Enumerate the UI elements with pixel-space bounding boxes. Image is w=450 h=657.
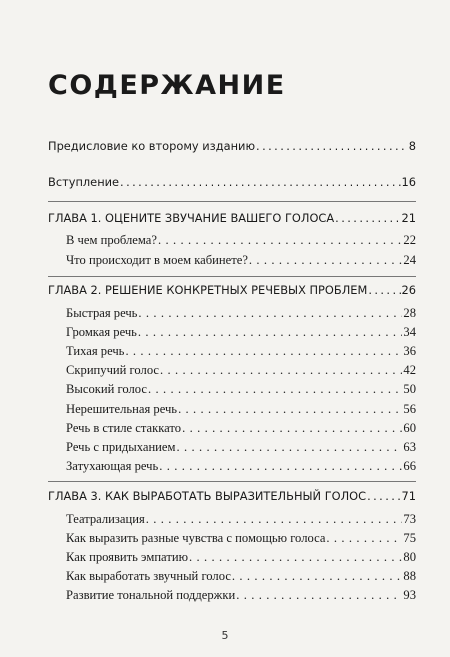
toc-page-number: 24 — [403, 253, 416, 267]
dot-leader — [178, 403, 402, 416]
toc-entry-label: Быстрая речь — [66, 306, 138, 320]
toc-page-number: 93 — [403, 588, 416, 602]
section-divider — [48, 276, 416, 277]
dot-leader — [182, 422, 402, 435]
toc-entry — [66, 589, 416, 602]
toc-entry-label: Что происходит в моем кабинете? — [66, 253, 248, 267]
toc-page-number: 28 — [403, 306, 416, 320]
toc-page-number: 66 — [403, 459, 416, 473]
dot-leader — [189, 551, 402, 564]
toc-entry-label: Вступление — [48, 175, 120, 189]
dot-leader — [138, 307, 402, 320]
toc-entry — [66, 254, 416, 267]
toc-entry-label: Как выработать звучный голос — [66, 569, 231, 583]
toc-page-number: 88 — [403, 569, 416, 583]
toc-entry-label: Затухающая речь — [66, 459, 159, 473]
toc-page-number: 75 — [403, 531, 416, 545]
page-number: 5 — [221, 629, 229, 642]
toc-entry-label: Речь в стиле стаккато — [66, 421, 182, 435]
toc-page-number: 50 — [403, 382, 416, 396]
toc-entry — [66, 570, 416, 583]
dot-leader — [256, 141, 408, 152]
toc-page-number: 22 — [403, 233, 416, 247]
dot-leader — [335, 213, 400, 224]
toc-entry-label: Театрализация — [66, 512, 145, 526]
toc-page-number: 26 — [401, 283, 416, 297]
toc-entry — [66, 532, 416, 545]
dot-leader — [146, 513, 403, 526]
toc-page-number: 16 — [401, 175, 416, 189]
dot-leader — [148, 383, 402, 396]
toc-entry-label: Высокий голос — [66, 382, 147, 396]
dot-leader — [160, 364, 402, 377]
toc-entry — [66, 441, 416, 454]
toc-page-number: 42 — [403, 363, 416, 377]
dot-leader — [367, 491, 400, 502]
dot-leader — [120, 177, 400, 188]
toc-entry-label: Предисловие ко второму изданию — [48, 139, 256, 153]
toc-entry-label: Скрипучий голос — [66, 363, 160, 377]
toc-page-number: 56 — [403, 402, 416, 416]
toc-entry — [66, 460, 416, 473]
toc-page-number: 60 — [403, 421, 416, 435]
section-divider — [48, 201, 416, 202]
toc-page-number: 63 — [403, 440, 416, 454]
toc-entry-label: В чем проблема? — [66, 233, 157, 247]
toc-entry-label: ГЛАВА 1. ОЦЕНИТЕ ЗВУЧАНИЕ ВАШЕГО ГОЛОСА — [48, 211, 335, 225]
toc-entry — [66, 364, 416, 377]
toc-entry — [66, 403, 416, 416]
toc-entry-label: Развитие тональной поддержки — [66, 588, 236, 602]
toc-entry — [66, 513, 416, 526]
toc-page-number: 80 — [403, 550, 416, 564]
toc-entry-label: Нерешительная речь — [66, 402, 178, 416]
toc-entry — [66, 234, 416, 247]
toc-entry — [66, 326, 416, 339]
toc-entry-introduction — [48, 177, 416, 188]
toc-entry — [66, 551, 416, 564]
dot-leader — [176, 441, 402, 454]
toc-entry-preface — [48, 141, 416, 152]
dot-leader — [158, 234, 402, 247]
toc-page-number: 36 — [403, 344, 416, 358]
dot-leader — [236, 589, 402, 602]
toc-entry-label: Тихая речь — [66, 344, 125, 358]
toc-page-number: 73 — [403, 512, 416, 526]
toc-entry-chapter-3 — [48, 491, 416, 502]
toc-page-number: 8 — [408, 139, 416, 153]
dot-leader — [326, 532, 402, 545]
toc-page-number: 34 — [403, 325, 416, 339]
toc-entry-label: Речь с придыханием — [66, 440, 176, 454]
toc-entry-label: ГЛАВА 3. КАК ВЫРАБОТАТЬ ВЫРАЗИТЕЛЬНЫЙ ГОЛОС — [48, 489, 367, 503]
dot-leader — [138, 326, 402, 339]
toc-entry-chapter-1 — [48, 213, 416, 224]
toc-entry — [66, 383, 416, 396]
toc-entry-chapter-2 — [48, 285, 416, 296]
dot-leader — [232, 570, 402, 583]
section-divider — [48, 481, 416, 482]
toc-page-number: 71 — [401, 489, 416, 503]
toc-entry-label: Как выразить разные чувства с помощью голоса — [66, 531, 326, 545]
toc-entry-label: ГЛАВА 2. РЕШЕНИЕ КОНКРЕТНЫХ РЕЧЕВЫХ ПРОБЛЕМ — [48, 283, 368, 297]
toc-entry-label: Как проявить эмпатию — [66, 550, 188, 564]
dot-leader — [125, 345, 402, 358]
dot-leader — [159, 460, 402, 473]
toc-entry — [66, 307, 416, 320]
dot-leader — [368, 285, 400, 296]
dot-leader — [249, 254, 402, 267]
toc-page-number: 21 — [401, 211, 416, 225]
page-title: СОДЕРЖАНИЕ — [48, 70, 286, 101]
toc-entry-label: Громкая речь — [66, 325, 137, 339]
toc-entry — [66, 345, 416, 358]
toc-entry — [66, 422, 416, 435]
